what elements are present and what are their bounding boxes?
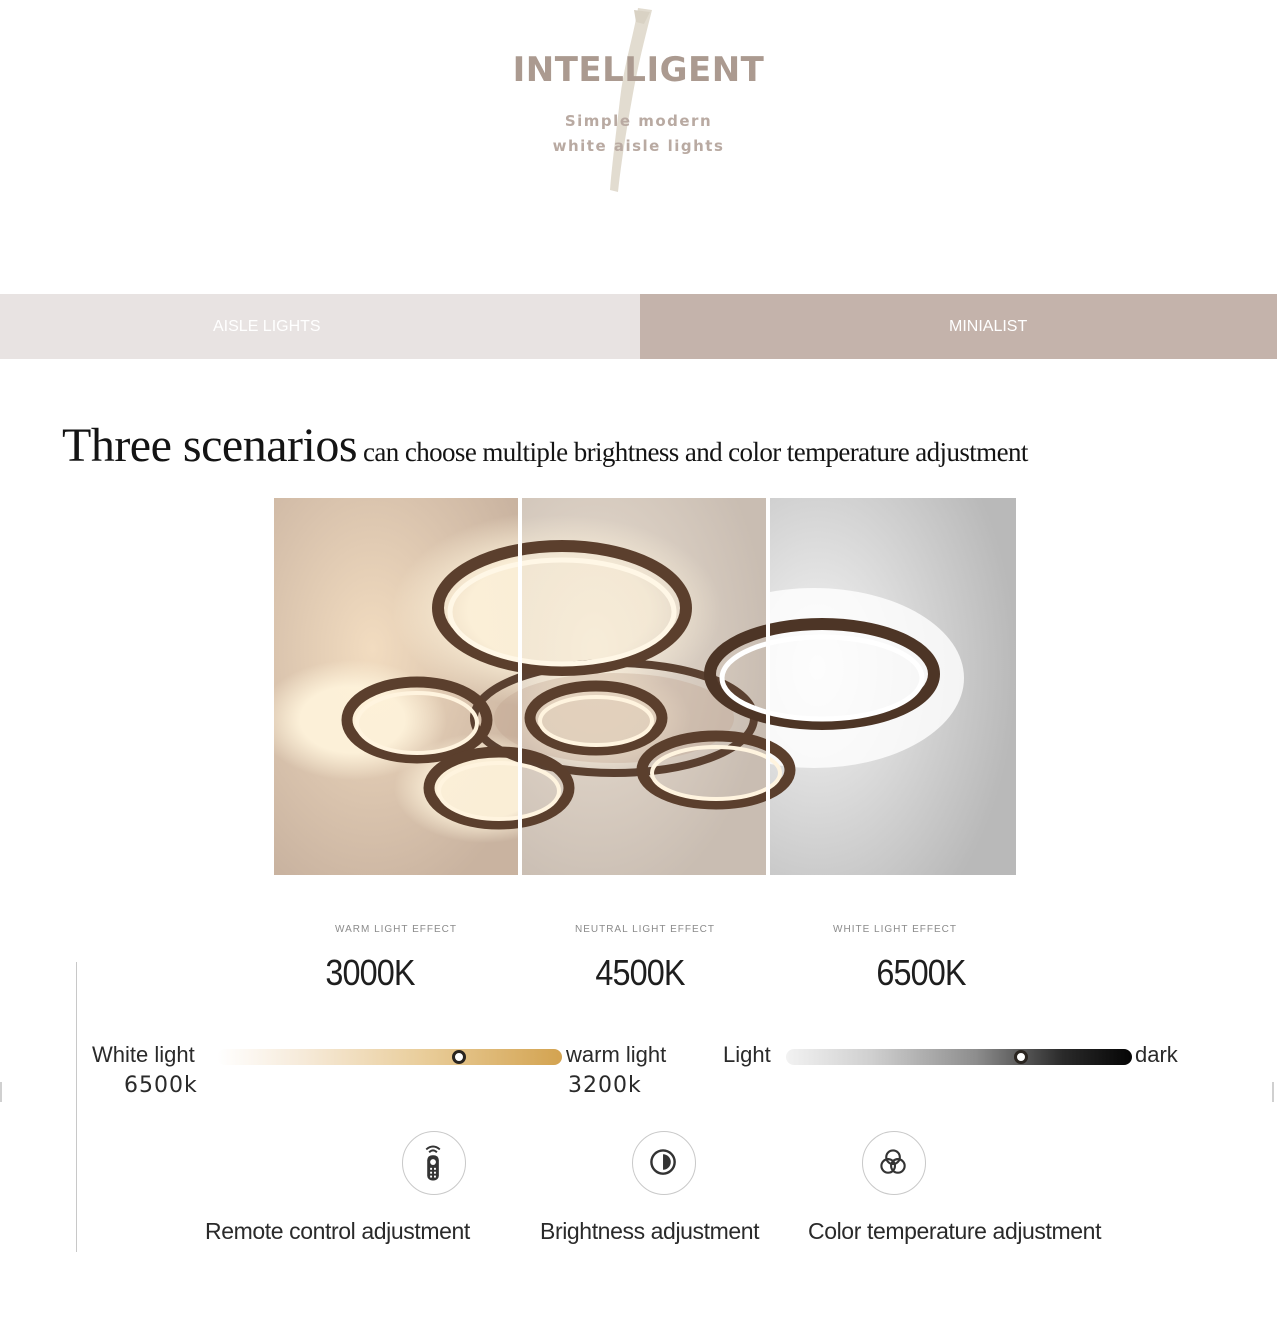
brightness-slider-handle[interactable] — [1014, 1050, 1028, 1064]
brightness-slider[interactable] — [786, 1049, 1132, 1065]
right-edge-mark — [1272, 1082, 1274, 1102]
color-temperature-icon — [862, 1131, 926, 1195]
white-kelvin-value: 6500K — [876, 952, 966, 993]
warm-light-effect-label: WARM LIGHT EFFECT — [335, 924, 457, 935]
color-temperature-slider[interactable] — [217, 1049, 562, 1065]
tab-aisle-lights[interactable] — [0, 294, 640, 359]
tab-aisle-lights-label: AISLE LIGHTS — [213, 318, 321, 335]
neutral-kelvin-value: 4500K — [595, 952, 685, 993]
section-heading — [62, 418, 1028, 473]
feature-remote-control-label: Remote control adjustment — [205, 1218, 470, 1244]
heading-rest: can choose multiple brightness and color temperature adjustment — [363, 437, 1028, 467]
color-temp-right-label: warm light — [566, 1042, 667, 1067]
color-temp-left-label: White light — [92, 1042, 195, 1067]
brand-subtitle-line2: white aisle lights — [552, 137, 725, 155]
heading-bold: Three scenarios — [62, 419, 358, 472]
neutral-light-effect-label: NEUTRAL LIGHT EFFECT — [574, 924, 715, 935]
brightness-right-label: dark — [1135, 1042, 1178, 1067]
feature-brightness-label: Brightness adjustment — [540, 1218, 760, 1244]
product-photo-three-scenarios — [274, 498, 1016, 875]
tab-minimalist-label: MINIALIST — [949, 318, 1028, 335]
warm-kelvin-value: 3000K — [325, 952, 415, 993]
brightness-icon — [632, 1131, 696, 1195]
brush-stroke-decoration — [594, 4, 654, 194]
color-temperature-slider-handle[interactable] — [452, 1050, 466, 1064]
tab-minimalist[interactable] — [640, 294, 1277, 359]
brand-subtitle-line1: Simple modern — [564, 112, 713, 130]
color-temp-left-value: 6500k — [124, 1073, 198, 1098]
brightness-left-label: Light — [723, 1042, 771, 1067]
category-tabs — [0, 294, 1277, 359]
brand-title: INTELLIGENT — [512, 50, 765, 90]
remote-control-icon — [402, 1131, 466, 1195]
left-divider — [76, 962, 77, 1252]
left-edge-mark — [0, 1082, 2, 1102]
color-temp-right-value: 3200k — [568, 1073, 642, 1098]
feature-color-temperature-label: Color temperature adjustment — [808, 1218, 1102, 1244]
white-light-effect-label: WHITE LIGHT EFFECT — [833, 924, 957, 935]
